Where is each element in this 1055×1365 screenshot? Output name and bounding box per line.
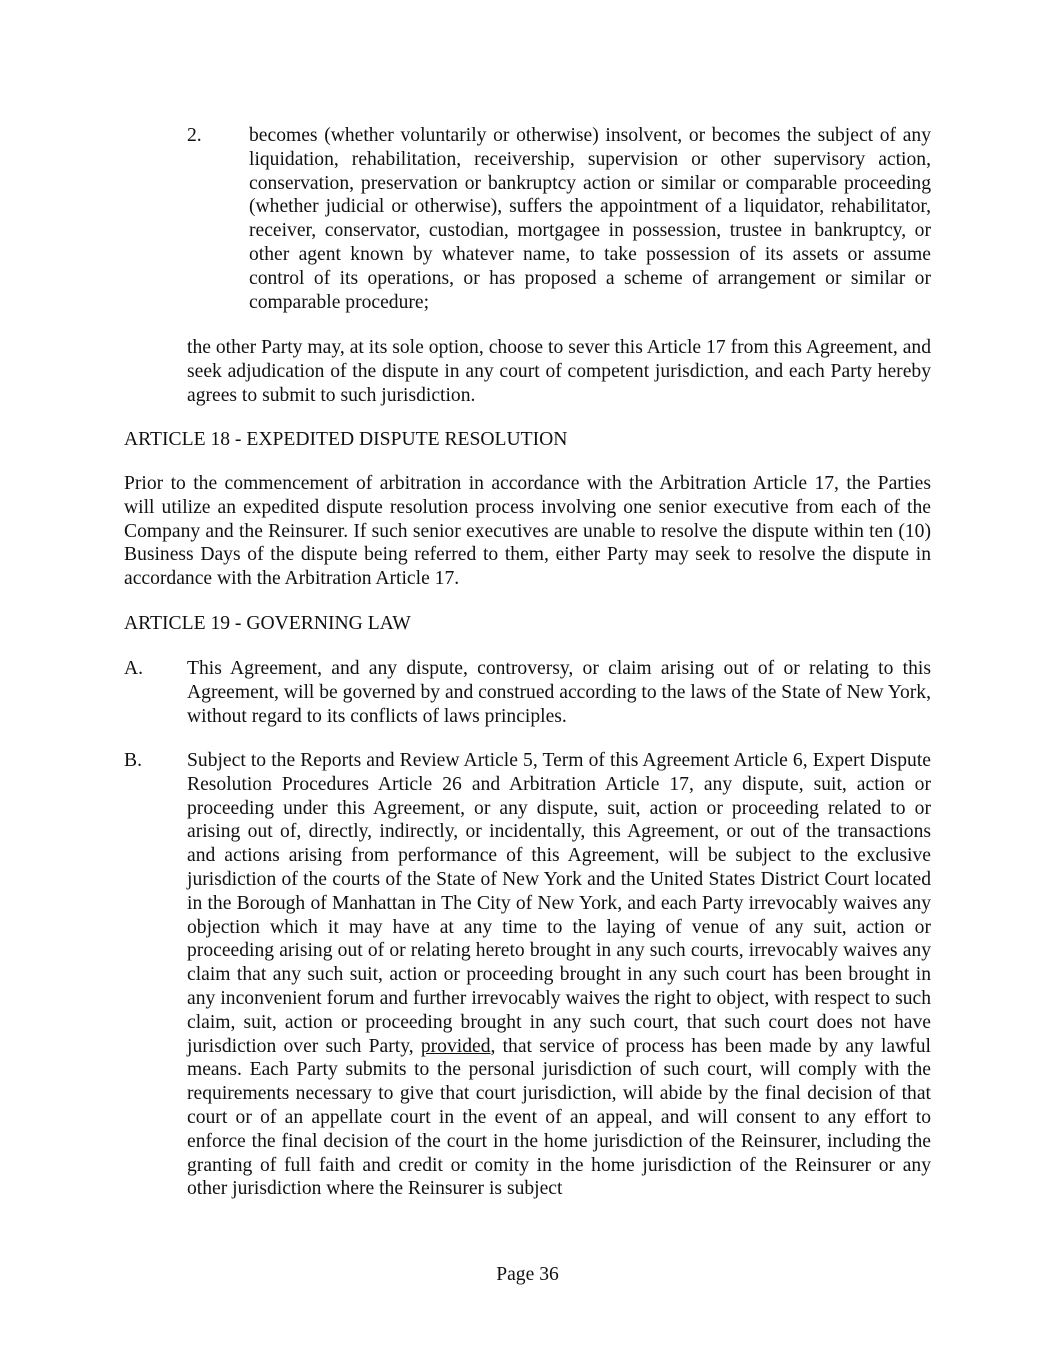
provided-underlined-term: provided: [420, 1035, 491, 1057]
article-19-heading: ARTICLE 19 - GOVERNING LAW: [124, 613, 411, 634]
article-18-heading: ARTICLE 18 - EXPEDITED DISPUTE RESOLUTION: [124, 429, 568, 450]
clause-b-text-part-1: Subject to the Reports and Review Article 5, Term of this Agreement Article 6, Expert Dispute Resolution Procedures Article 26 and Arbitration Article 17, any dispute, suit, action or proceeding under this Agreement, or any dispute, suit, action or proceeding related to or arising out of, directly, indirectly, or incidentally, this Agreement, or out of the transactions and actions arising from performance of this Agreement, will be subject to the exclusive jurisdiction of the courts of the State of New York and the United States District Court located in the Borough of Manhattan in The City of New York, and each Party irrevocably waives any objection which it may have at any time to the laying of venue of any suit, action or proceeding arising out of or relating hereto brought in any such courts, irrevocably waives any claim that any such suit, action or proceeding brought in any such court has been brought in any inconvenient forum and further irrevocably waives the right to object, with respect to such claim, suit, action or proceeding brought in any such court, that such court does not have jurisdiction over such Party,: [187, 750, 931, 1057]
clause-b-letter: B.: [124, 750, 142, 771]
clause-b: [124, 749, 931, 1201]
clause-a-text: This Agreement, and any dispute, controversy, or claim arising out of or relating to this Agreement, will be governed by and construed according to the laws of the State of New York, without regard to its conflicts of laws principles.: [187, 658, 931, 727]
clause-a-letter: A.: [124, 658, 144, 679]
clause-a: [124, 657, 931, 728]
page-number: Page 36: [496, 1264, 559, 1285]
continuation-paragraph: the other Party may, at its sole option, choose to sever this Article 17 from this Agreement, and seek adjudication of the dispute in any court of competent jurisdiction, and each Party hereby agrees to submit to such jurisdiction.: [187, 337, 931, 406]
clause-b-text: [187, 749, 931, 1201]
list-item-text: becomes (whether voluntarily or otherwise) insolvent, or becomes the subject of any liquidation, rehabilitation, receivership, supervision or other supervisory action, conservation, preservation or bankruptcy action or similar or comparable proceeding (whether judicial or otherwise), suffers the appointment of a liquidator, rehabilitator, receiver, conservator, custodian, mortgagee in possession, trustee in bankruptcy, or other agent known by whatever name, to take possession of its assets or assume control of its operations, or has proposed a scheme of arrangement or similar or comparable procedure;: [249, 125, 931, 313]
clause-b-text-part-2: , that service of process has been made by any lawful means. Each Party submits to the personal jurisdiction of such court, will comply with the requirements necessary to give that court jurisdiction, will abide by the final decision of that court or of an appellate court in the event of an appeal, and will consent to any effort to enforce the final decision of the court in the home jurisdiction of the Reinsurer, including the granting of full faith and credit or comity in the home jurisdiction of the Reinsurer or any other jurisdiction where the Reinsurer is subject: [187, 1035, 931, 1200]
article-18-paragraph: Prior to the commencement of arbitration in accordance with the Arbitration Article 17, the Parties will utilize an expedited dispute resolution process involving one senior executive from each of the Company and the Reinsurer. If such senior executives are unable to resolve the dispute within ten (10) Business Days of the dispute being referred to them, either Party may seek to resolve the dispute in accordance with the Arbitration Article 17.: [124, 473, 931, 590]
list-item-number: 2.: [187, 125, 202, 146]
list-item-2: [187, 124, 931, 314]
